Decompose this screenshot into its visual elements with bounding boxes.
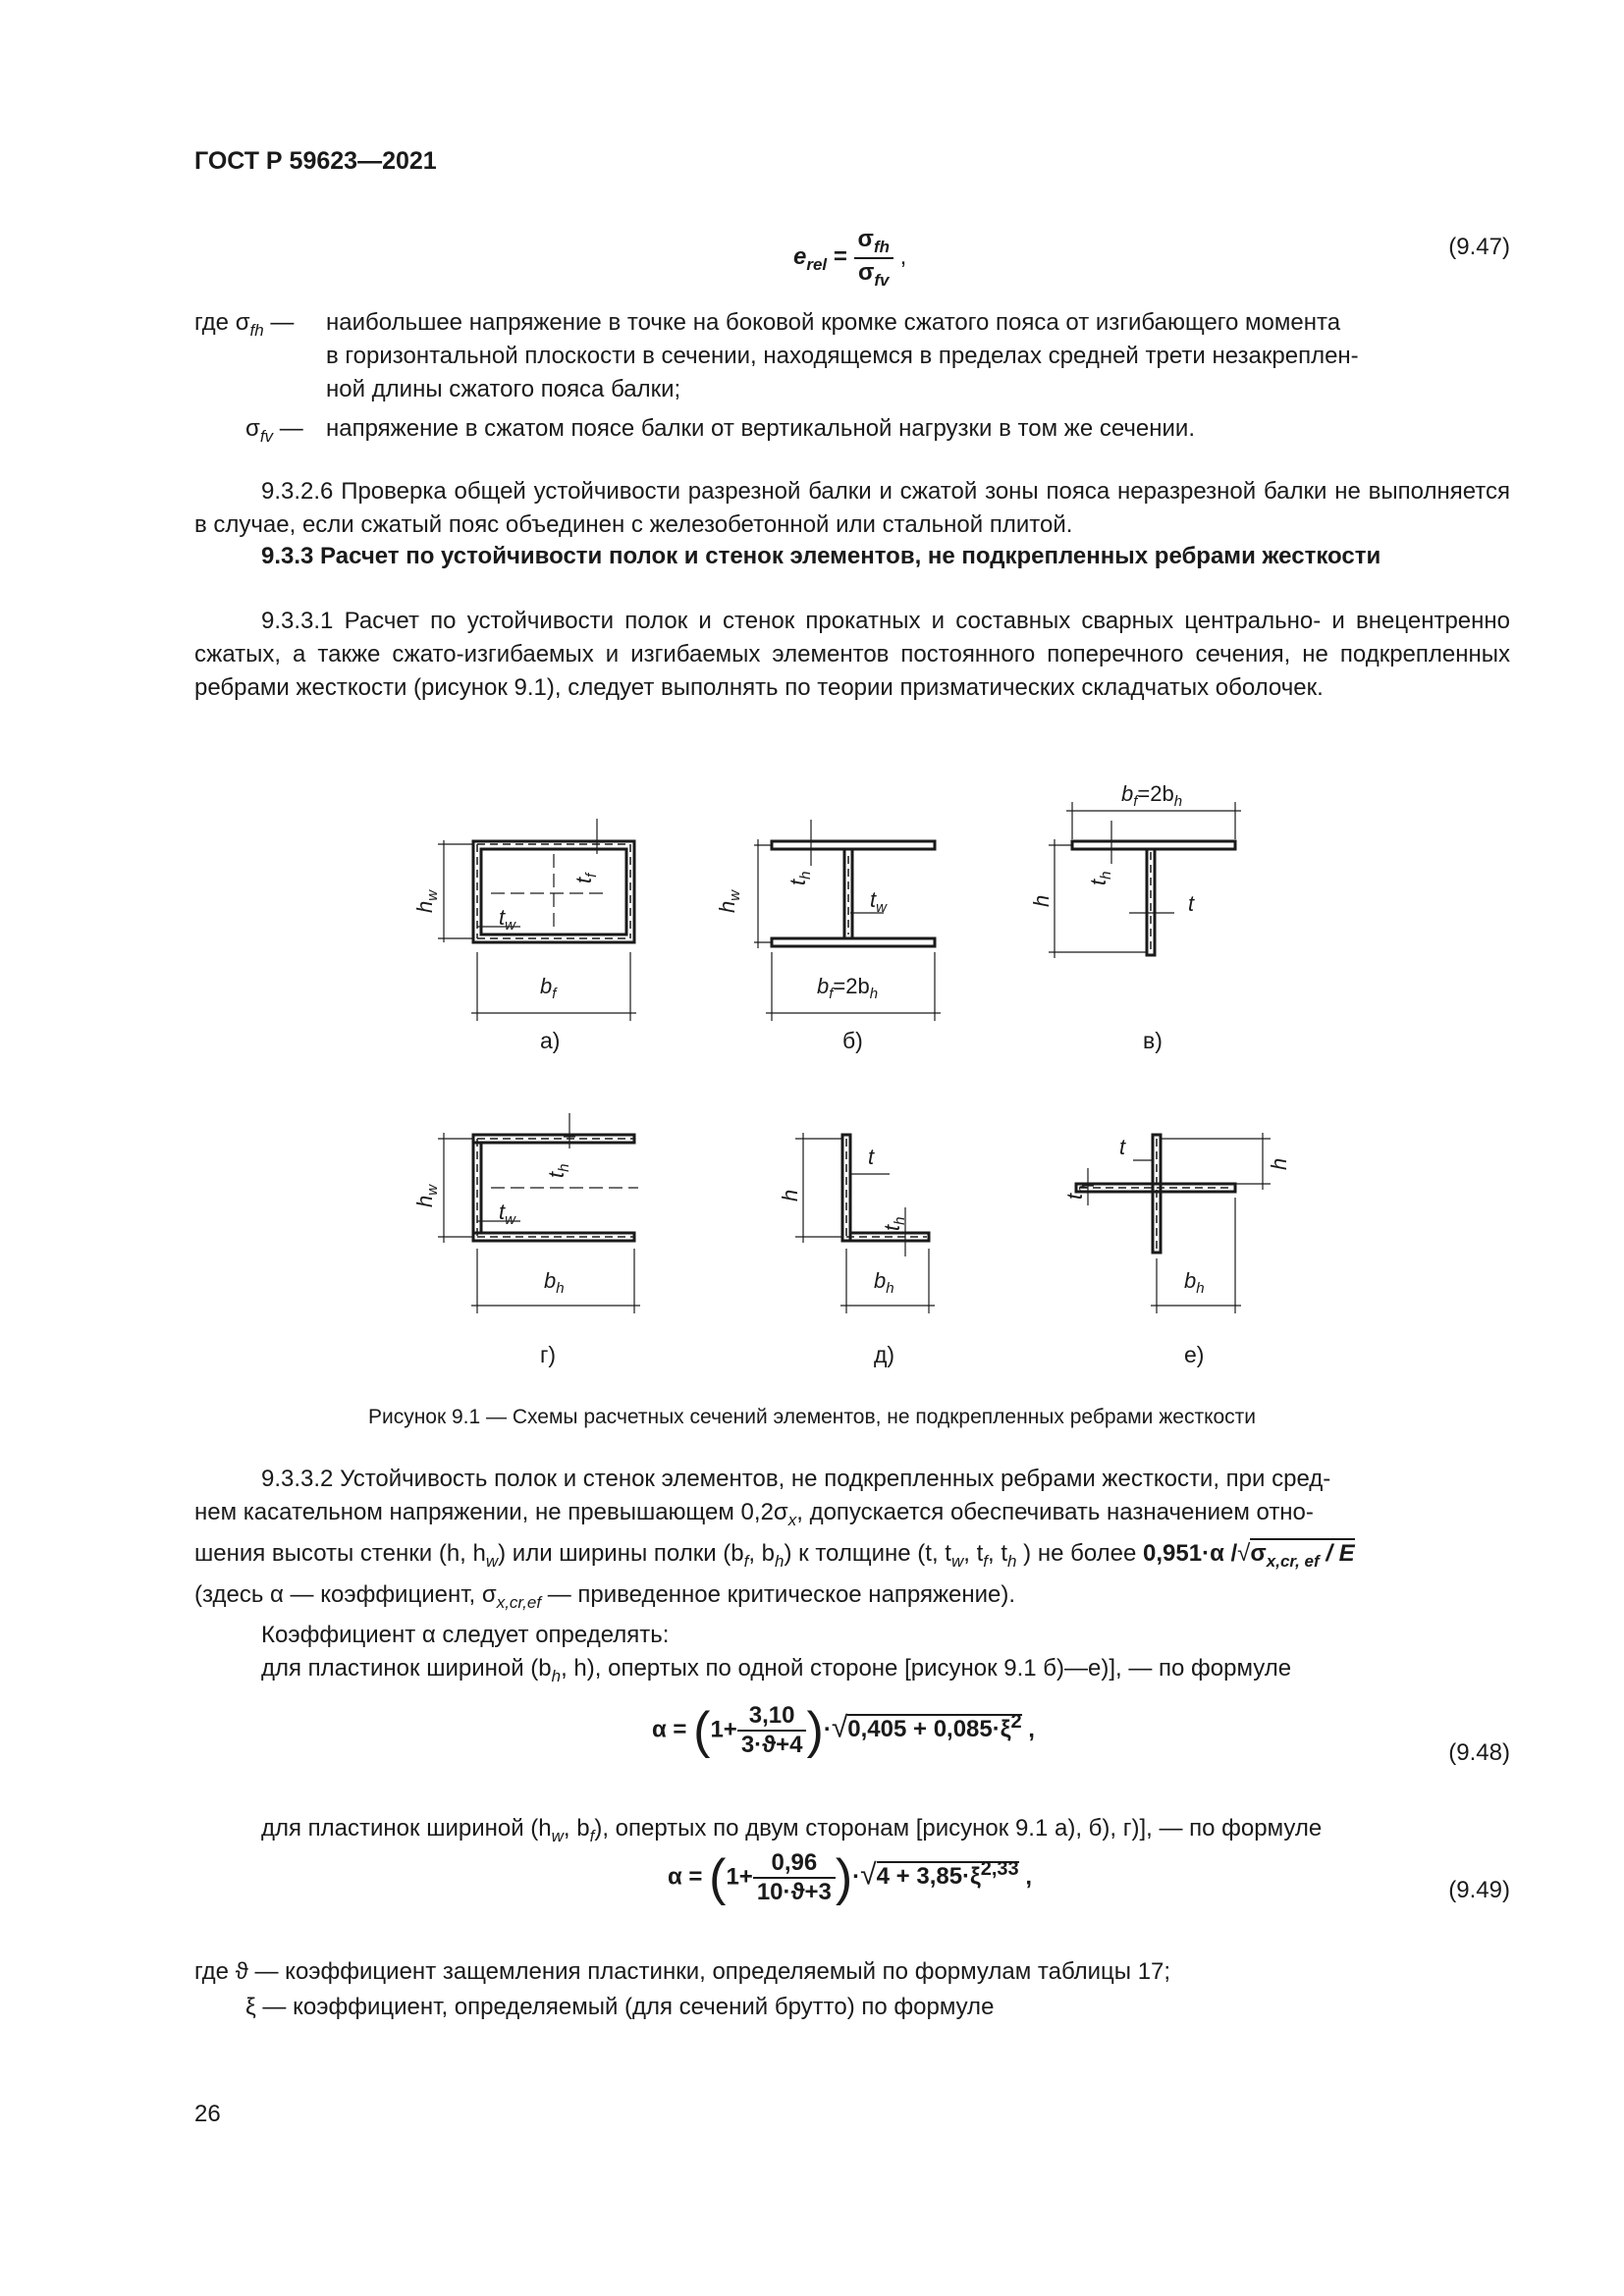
formula-number-9-49: (9.49)	[1448, 1877, 1510, 1903]
heading-9-3-3: 9.3.3 Расчет по устойчивости полок и стенок элементов, не подкрепленных ребрами жесткости	[261, 543, 1381, 569]
subfig-label-g: г)	[540, 1342, 557, 1367]
formula-9-47: $e_{rel}$ = $\frac{\sigma_{fh}}{\sigma_{fv}}$ ,	[793, 226, 907, 290]
formula-number-9-48: (9.48)	[1448, 1739, 1510, 1766]
label-a-hw: $h_w$	[412, 889, 441, 913]
page-number: 26	[194, 2101, 221, 2127]
label-b-th: $t_h$	[785, 871, 814, 885]
section-a-box	[438, 819, 636, 1021]
where-lead-fh: где $\sigma_{fh}$ —	[194, 309, 295, 340]
figure-9-1-sections	[0, 766, 1624, 1374]
label-v-bf2bh: $b_f=2b_h$	[1121, 781, 1183, 810]
label-g-tw: $t_w$	[499, 1200, 515, 1228]
subfig-label-v: в)	[1143, 1028, 1163, 1053]
document-header: ГОСТ Р 59623—2021	[194, 147, 437, 175]
subfig-label-d: д)	[874, 1342, 895, 1367]
label-g-bh: $b_h$	[544, 1268, 565, 1297]
label-b-bf2bh: $b_f=2b_h$	[817, 974, 879, 1002]
label-v-t: t	[1188, 891, 1195, 916]
paragraph-9-3-2-6: 9.3.2.6 Проверка общей устойчивости разрезной балки и сжатой зоны пояса неразрезной балки не выполняется в случае, если сжатый пояс объединен с железобетонной или стальной плитой.	[194, 478, 1510, 538]
figure-caption: Рисунок 9.1 — Схемы расчетных сечений элементов, не подкрепленных ребрами жесткости	[367, 1406, 1257, 1428]
where-xi: ξ — коэффициент, определяемый (для сечений брутто) по формуле	[245, 1994, 995, 2020]
paragraph-9-3-3-1: 9.3.3.1 Расчет по устойчивости полок и стенок прокатных и составных сварных центрально- и внецентренно сжатых, а также сжато-изгибаемых и изгибаемых элементов постоянного поперечного сечения, не подкрепленных ребрами жесткости (рисунок 9.1), следует выполнять по теории призматических складчатых оболочек.	[194, 608, 1510, 701]
paragraph-formula-9-49-intro: для пластинок шириной ($h_w$, $b_f$), опертых по двум сторонам [рисунок 9.1 а), б), г)], — по формуле	[261, 1815, 1323, 1845]
section-g-channel	[438, 1113, 640, 1313]
section-v-tee	[1049, 802, 1241, 958]
formula-9-48: α = (1+ $\frac{3,10}{3\cdot ϑ+4}$ )$\cdot√0,405 + 0,085\cdot\xi^2$ ,	[652, 1702, 1035, 1759]
where-text-fv: напряжение в сжатом поясе балки от вертикальной нагрузки в том же сечении.	[326, 415, 1195, 442]
label-g-hw: $h_w$	[412, 1184, 441, 1207]
where-text-fh: наибольшее напряжение в точке на боковой кромке сжатого пояса от изгибающего момента в горизонтальной плоскости в сечении, находящемся в пределах средней трети незакреплен- ной длины сжатого пояса балки;	[326, 309, 1359, 402]
formula-number-9-47: (9.47)	[1448, 234, 1510, 260]
label-e-h: h	[1267, 1157, 1291, 1170]
paragraph-9-3-3-2: 9.3.3.2 Устойчивость полок и стенок элементов, не подкрепленных ребрами жесткости, при сред- нем касательном напряжении, не превышающем $0,2\sigma_x$, допускается обеспечивать назначением отно- шения высоты стенки (h, $h_w$) или ширины полки ($b_f$, $b_h$) к толщине (t, $t_w$, $t_f$, $t_h$ ) не более 0,951·α $/√\sigma_{x,cr, ef}$ / E (здесь α — коэффициент, $\sigma_{x,cr,ef}$ — приведенное критическое напряжение). Коэффициент α следует определять: для пластинок шириной ($b_h$, h), опертых по одной стороне [рисунок 9.1 б)—е)], — по формуле	[194, 1466, 1355, 1686]
label-v-h: h	[1029, 894, 1054, 907]
where-theta: где ϑ — коэффициент защемления пластинки, определяемый по формулам таблицы 17;	[194, 1958, 1171, 1985]
subfig-label-b: б)	[842, 1028, 863, 1053]
label-a-bf: $b_f$	[540, 974, 557, 1002]
section-d-angle	[795, 1133, 935, 1313]
label-a-tf: $t_f$	[571, 873, 600, 883]
subfig-label-e: е)	[1184, 1342, 1205, 1367]
formula-9-49: α = (1+ $\frac{0,96}{10\cdot ϑ+3}$ )$\cdot√4 + 3,85\cdot\xi^{2,33}$ ,	[668, 1849, 1033, 1906]
label-v-th: $t_h$	[1086, 871, 1114, 885]
subfig-label-a: а)	[540, 1028, 561, 1053]
label-g-th: $t_h$	[544, 1163, 572, 1178]
label-d-t: t	[868, 1145, 875, 1169]
label-a-tw: $t_w$	[499, 905, 515, 934]
label-e-th: $t_h$	[1062, 1185, 1091, 1200]
label-d-bh: $b_h$	[874, 1268, 894, 1297]
label-d-h: h	[778, 1189, 802, 1201]
label-e-bh: $b_h$	[1184, 1268, 1205, 1297]
limit-formula: 0,951·α $/√\sigma_{x,cr, ef}$ / E	[1143, 1539, 1355, 1571]
label-b-hw: $h_w$	[715, 889, 743, 913]
label-d-th: $t_h$	[880, 1216, 908, 1231]
section-e-cross	[1076, 1133, 1271, 1313]
label-e-t: t	[1119, 1135, 1126, 1159]
where-lead-fv: $\sigma_{fv}$ —	[245, 415, 303, 446]
label-b-tw: $t_w$	[870, 887, 887, 916]
